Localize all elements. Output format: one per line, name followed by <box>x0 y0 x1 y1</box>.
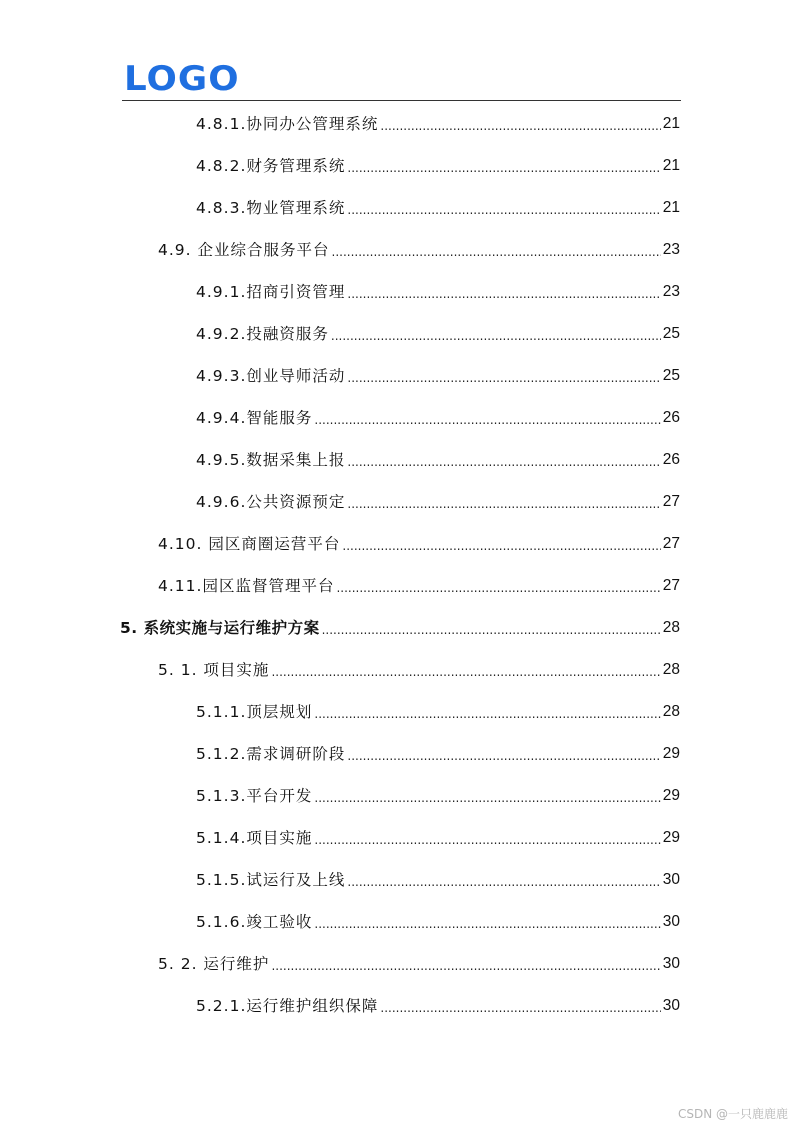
toc-entry-label: 4.11.园区监督管理平台 <box>158 577 335 595</box>
toc-entry[interactable] <box>196 449 680 471</box>
toc-entry-label: 4.8.3.物业管理系统 <box>196 199 346 217</box>
header-rule <box>122 100 681 101</box>
toc-page-number: 30 <box>662 871 680 888</box>
toc-entry[interactable] <box>158 239 680 261</box>
toc-page-number: 29 <box>662 787 680 804</box>
toc-entry-label: 5.1.6.竣工验收 <box>196 913 313 931</box>
toc-dot-leader <box>331 327 661 345</box>
toc-entry-label: 5.1.4.项目实施 <box>196 829 313 847</box>
toc-page-number: 28 <box>662 661 680 678</box>
toc-page-number: 26 <box>662 451 680 468</box>
toc-page-number: 27 <box>662 493 680 510</box>
toc-entry[interactable] <box>196 281 680 303</box>
toc-dot-leader <box>347 747 660 765</box>
toc-entry[interactable] <box>196 743 680 765</box>
toc-dot-leader <box>347 369 660 387</box>
toc-entry[interactable] <box>196 491 680 513</box>
toc-page-number: 29 <box>662 745 680 762</box>
toc-dot-leader <box>314 411 660 429</box>
toc-page-number: 21 <box>662 157 680 174</box>
toc-page-number: 30 <box>662 955 680 972</box>
toc-entry-label: 4.9.2.投融资服务 <box>196 325 329 343</box>
toc-entry-label: 5.1.3.平台开发 <box>196 787 313 805</box>
toc-entry-label: 5.1.2.需求调研阶段 <box>196 745 346 763</box>
toc-entry-label: 4.8.1.协同办公管理系统 <box>196 115 379 133</box>
toc-entry-label: 4.9.4.智能服务 <box>196 409 313 427</box>
toc-entry[interactable] <box>158 575 680 597</box>
toc-page-number: 26 <box>662 409 680 426</box>
toc-entry[interactable] <box>196 869 680 891</box>
toc-dot-leader <box>347 495 660 513</box>
toc-page-number: 28 <box>662 703 680 720</box>
toc-entry-label: 5. 2. 运行维护 <box>158 955 270 973</box>
toc-entry-label: 4.8.2.财务管理系统 <box>196 157 346 175</box>
toc-page-number: 25 <box>662 325 680 342</box>
toc-entry[interactable] <box>196 407 680 429</box>
toc-page-number: 27 <box>662 535 680 552</box>
toc-entry-label: 4.9.1.招商引资管理 <box>196 283 346 301</box>
toc-dot-leader <box>314 831 660 849</box>
toc-entry-label: 5. 1. 项目实施 <box>158 661 270 679</box>
toc-page-number: 30 <box>662 913 680 930</box>
logo: LOGO <box>124 59 240 99</box>
toc-dot-leader <box>332 243 661 261</box>
toc-entry[interactable] <box>196 365 680 387</box>
toc-dot-leader <box>380 117 660 135</box>
toc-entry-label: 5.1.1.顶层规划 <box>196 703 313 721</box>
toc-dot-leader <box>271 957 660 975</box>
toc-dot-leader <box>314 915 660 933</box>
toc-entry[interactable] <box>196 155 680 177</box>
toc-entry-label: 4.9.5.数据采集上报 <box>196 451 346 469</box>
toc-entry[interactable] <box>196 113 680 135</box>
toc-dot-leader <box>347 453 660 471</box>
toc-entry[interactable] <box>120 617 680 639</box>
toc-dot-leader <box>314 705 660 723</box>
toc-entry-label: 4.9.6.公共资源预定 <box>196 493 346 511</box>
toc-entry[interactable] <box>196 197 680 219</box>
toc-page-number: 28 <box>662 619 680 636</box>
toc-entry-label: 4.10. 园区商圈运营平台 <box>158 535 341 553</box>
toc-entry-label: 5.2.1.运行维护组织保障 <box>196 997 379 1015</box>
toc-page-number: 21 <box>662 115 680 132</box>
toc-entry[interactable] <box>196 323 680 345</box>
toc-entry[interactable] <box>158 659 680 681</box>
toc-dot-leader <box>322 621 661 639</box>
toc-dot-leader <box>314 789 660 807</box>
toc-entry[interactable] <box>158 533 680 555</box>
toc-page-number: 23 <box>662 283 680 300</box>
toc-entry-label: 5.1.5.试运行及上线 <box>196 871 346 889</box>
toc-dot-leader <box>347 159 660 177</box>
toc-dot-leader <box>380 999 660 1017</box>
toc-dot-leader <box>342 537 660 555</box>
toc-page-number: 29 <box>662 829 680 846</box>
watermark: CSDN @一只鹿鹿鹿 <box>677 1107 788 1121</box>
toc-page-number: 23 <box>662 241 680 258</box>
toc-entry-label: 4.9. 企业综合服务平台 <box>158 241 330 259</box>
toc-dot-leader <box>347 873 660 891</box>
toc-page-number: 27 <box>662 577 680 594</box>
toc-entry[interactable] <box>196 911 680 933</box>
toc-page-number: 21 <box>662 199 680 216</box>
toc-entry[interactable] <box>196 995 680 1017</box>
toc-page-number: 30 <box>662 997 680 1014</box>
toc-entry[interactable] <box>196 785 680 807</box>
toc-dot-leader <box>347 285 660 303</box>
toc-entry-label: 4.9.3.创业导师活动 <box>196 367 346 385</box>
toc-dot-leader <box>347 201 660 219</box>
toc-entry-label: 5. 系统实施与运行维护方案 <box>120 619 320 637</box>
toc-entry[interactable] <box>196 701 680 723</box>
toc-dot-leader <box>271 663 660 681</box>
toc-dot-leader <box>336 579 660 597</box>
toc-entry[interactable] <box>196 827 680 849</box>
toc-entry[interactable] <box>158 953 680 975</box>
toc-page-number: 25 <box>662 367 680 384</box>
